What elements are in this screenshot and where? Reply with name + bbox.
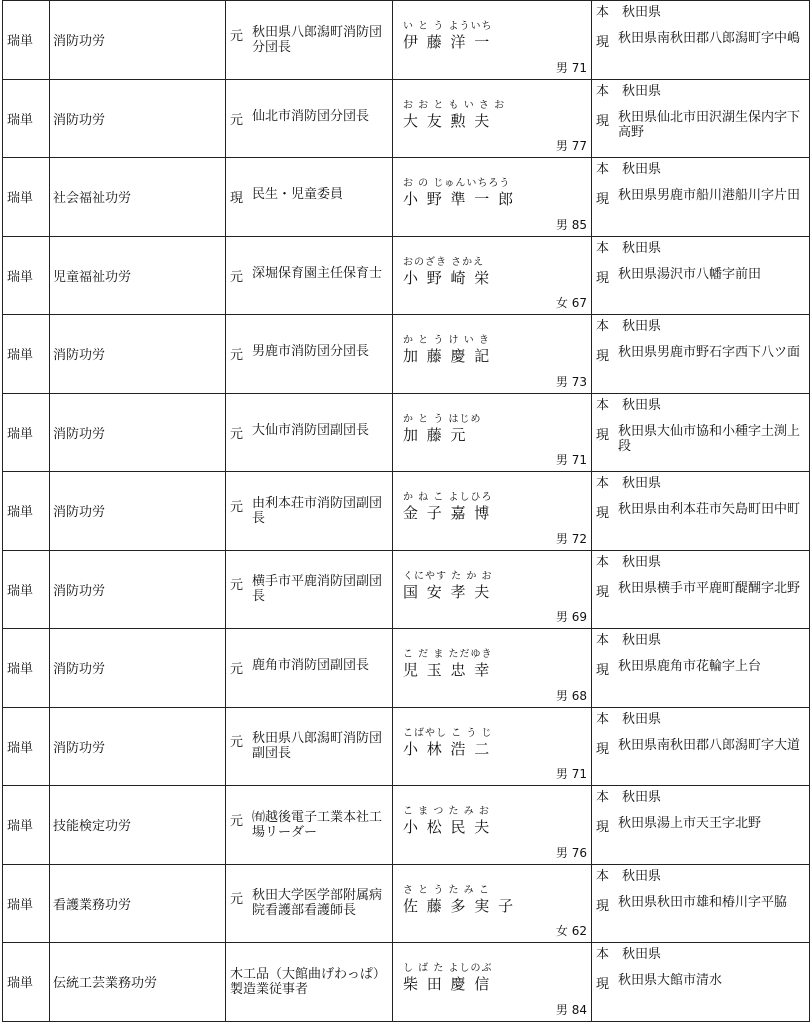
current-mark: 現 (596, 192, 610, 207)
position-cell (226, 315, 393, 394)
name-cell (393, 1, 592, 80)
current-mark: 現 (596, 113, 610, 129)
table-row (3, 79, 810, 158)
award-type: 瑞単 (3, 315, 50, 394)
gender-age: 男 71 (555, 767, 587, 781)
position-text: 深堀保育園主任保育士 (252, 265, 383, 281)
name-reading: おのざき さかえ (403, 256, 485, 268)
address-cell (592, 158, 810, 237)
position-cell (226, 943, 393, 1022)
table-row (3, 1, 810, 80)
address-cell (592, 786, 810, 865)
gender-age: 男 72 (555, 531, 587, 546)
address-cell (592, 315, 810, 394)
person-name: 小 野 準 一 郎 (403, 190, 516, 208)
name-reading: か と う け い き (403, 335, 490, 346)
gender-age: 男 76 (555, 845, 587, 860)
name-cell (393, 472, 592, 551)
position-cell (226, 550, 393, 629)
current-address-text: 秋田県由利本荘市矢島町田中町 (618, 502, 801, 517)
current-mark: 現 (596, 349, 610, 364)
current-address-text: 秋田県男鹿市野石字西下八ツ面 (618, 345, 801, 360)
position-status: 元 (230, 28, 244, 44)
award-type: 瑞単 (3, 864, 50, 943)
position-text: 木工品（大館曲げわっぱ）製造業従事者 (230, 966, 386, 997)
position-cell (226, 472, 393, 551)
gender-age: 男 84 (555, 1002, 587, 1017)
position-status: 元 (230, 499, 244, 515)
position-text: 秋田大学医学部附属病院看護部看護師長 (252, 888, 383, 919)
name-reading: さ と う た み こ (403, 884, 490, 896)
current-address-text: 秋田県大仙市協和小種字土渕上段 (618, 423, 801, 454)
address-cell (592, 472, 810, 551)
position-cell (226, 707, 393, 786)
merit-field: 消防功労 (50, 1, 226, 80)
current-address (596, 110, 809, 140)
current-address (596, 31, 800, 50)
current-address (596, 267, 761, 286)
award-type: 瑞単 (3, 79, 50, 158)
gender-age: 男 77 (555, 139, 587, 153)
position-status: 元 (230, 735, 244, 751)
position-status: 元 (230, 348, 244, 364)
gender-age: 男 71 (555, 453, 587, 467)
merit-field: 消防功労 (50, 79, 226, 158)
current-address (596, 895, 787, 914)
person-name: 加 藤 元 (403, 425, 468, 444)
position-cell (226, 864, 393, 943)
person-name: 国 安 孝 夫 (403, 582, 492, 601)
merit-field: 消防功労 (50, 315, 226, 394)
position-status: 元 (230, 662, 244, 678)
name-reading: こ だ ま ただゆき (403, 649, 493, 660)
current-mark: 現 (596, 663, 610, 678)
name-cell (393, 864, 592, 943)
name-cell (393, 79, 592, 158)
award-type: 瑞単 (3, 393, 50, 472)
current-mark: 現 (596, 820, 610, 835)
person-name: 児 玉 忠 幸 (403, 661, 492, 679)
position-status: 元 (230, 813, 244, 829)
registered-domicile: 本 秋田県 (596, 162, 662, 177)
award-type: 瑞単 (3, 629, 50, 708)
registered-domicile: 本 秋田県 (596, 711, 662, 727)
merit-field: 看護業務功労 (50, 864, 226, 943)
position-status: 元 (230, 112, 244, 128)
position-text: 由利本荘市消防団副団長 (252, 495, 383, 526)
registered-domicile: 本 秋田県 (596, 633, 662, 648)
gender-age: 女 67 (555, 296, 587, 310)
current-mark: 現 (596, 506, 610, 521)
person-name: 小 松 民 夫 (403, 818, 492, 836)
name-reading: し ば た よしのぶ (403, 963, 493, 974)
name-cell (393, 943, 592, 1022)
position-text: 仙北市消防団分団長 (252, 108, 370, 124)
current-address-text: 秋田県鹿角市花輪字上台 (618, 659, 762, 674)
position-text: 秋田県八郎潟町消防団分団長 (252, 24, 383, 55)
position-cell (226, 1, 393, 80)
position-cell (226, 158, 393, 237)
current-address-text: 秋田県大館市清水 (618, 973, 723, 988)
person-name: 大 友 勲 夫 (403, 111, 492, 130)
current-address (596, 973, 722, 992)
name-cell (393, 393, 592, 472)
position-cell (226, 786, 393, 865)
table-row (3, 393, 810, 472)
position-text: 鹿角市消防団副団長 (252, 658, 370, 674)
current-address (596, 816, 761, 835)
current-address-text: 秋田県横手市平鹿町醍醐字北野 (618, 580, 801, 596)
person-name: 小 林 浩 二 (403, 739, 492, 758)
awards-table (2, 0, 810, 1022)
award-type: 瑞単 (3, 472, 50, 551)
address-cell (592, 550, 810, 629)
award-type: 瑞単 (3, 550, 50, 629)
table-row (3, 786, 810, 865)
name-reading: か ね こ よしひろ (403, 492, 493, 503)
address-cell (592, 629, 810, 708)
merit-field: 社会福祉功労 (50, 158, 226, 237)
position-text: ㈲越後電子工業本社工場リーダー (252, 809, 383, 840)
current-mark: 現 (596, 977, 610, 992)
address-cell (592, 236, 810, 315)
position-cell (226, 79, 393, 158)
table-row (3, 943, 810, 1022)
current-mark: 現 (596, 35, 610, 50)
awards-table-body (3, 1, 810, 1022)
current-address-text: 秋田県男鹿市船川港船川字片田 (618, 188, 801, 203)
position-text: 秋田県八郎潟町消防団副団長 (252, 731, 383, 762)
registered-domicile: 本 秋田県 (596, 83, 662, 99)
table-row (3, 472, 810, 551)
name-reading: こ ま つ た み お (403, 806, 490, 817)
table-row (3, 315, 810, 394)
name-cell (393, 158, 592, 237)
position-status: 現 (230, 191, 244, 207)
merit-field: 消防功労 (50, 472, 226, 551)
position-status: 元 (230, 892, 244, 908)
table-row (3, 864, 810, 943)
current-address (596, 424, 809, 454)
person-name: 佐 藤 多 実 子 (403, 896, 516, 915)
merit-field: 消防功労 (50, 550, 226, 629)
current-address-text: 秋田県湯上市天王字北野 (618, 816, 762, 831)
position-cell (226, 236, 393, 315)
current-mark: 現 (596, 584, 610, 600)
current-address (596, 188, 800, 207)
current-address-text: 秋田県南秋田郡八郎潟町字大道 (618, 737, 801, 753)
current-address (596, 738, 800, 757)
position-cell (226, 393, 393, 472)
person-name: 柴 田 慶 信 (403, 975, 492, 993)
award-type: 瑞単 (3, 707, 50, 786)
table-row (3, 236, 810, 315)
person-name: 金 子 嘉 博 (403, 504, 492, 522)
registered-domicile: 本 秋田県 (596, 5, 662, 20)
position-text: 大仙市消防団副団長 (252, 422, 370, 438)
merit-field: 技能検定功労 (50, 786, 226, 865)
current-address-text: 秋田県仙北市田沢湖生保内字下高野 (618, 109, 801, 140)
current-address (596, 345, 800, 364)
position-text: 男鹿市消防団分団長 (252, 344, 370, 360)
gender-age: 男 68 (555, 688, 587, 703)
name-cell (393, 786, 592, 865)
registered-domicile: 本 秋田県 (596, 397, 662, 413)
name-cell (393, 315, 592, 394)
name-reading: い と う よういち (403, 21, 493, 32)
position-text: 民生・児童委員 (252, 187, 344, 203)
merit-field: 児童福祉功労 (50, 236, 226, 315)
merit-field: 消防功労 (50, 707, 226, 786)
merit-field: 消防功労 (50, 629, 226, 708)
address-cell (592, 79, 810, 158)
gender-age: 男 73 (555, 374, 587, 389)
table-row (3, 629, 810, 708)
registered-domicile: 本 秋田県 (596, 947, 662, 962)
current-address (596, 659, 761, 678)
registered-domicile: 本 秋田県 (596, 868, 662, 884)
name-reading: お の じゅんいちろう (403, 178, 511, 189)
name-cell (393, 707, 592, 786)
table-row (3, 158, 810, 237)
current-mark: 現 (596, 427, 610, 443)
position-status: 元 (230, 578, 244, 594)
name-cell (393, 550, 592, 629)
name-reading: こばやし こ う じ (403, 727, 493, 739)
current-mark: 現 (596, 741, 610, 757)
registered-domicile: 本 秋田県 (596, 240, 662, 256)
address-cell (592, 1, 810, 80)
name-reading: くにやす た か お (403, 570, 493, 582)
address-cell (592, 864, 810, 943)
person-name: 伊 藤 洋 一 (403, 33, 492, 51)
name-cell (393, 236, 592, 315)
award-type: 瑞単 (3, 158, 50, 237)
merit-field: 消防功労 (50, 393, 226, 472)
current-address-text: 秋田県秋田市雄和椿川字平脇 (618, 894, 788, 910)
address-cell (592, 943, 810, 1022)
registered-domicile: 本 秋田県 (596, 554, 662, 570)
current-address-text: 秋田県湯沢市八幡字前田 (618, 266, 762, 282)
address-cell (592, 393, 810, 472)
person-name: 小 野 崎 栄 (403, 268, 492, 287)
position-status: 元 (230, 269, 244, 285)
table-row (3, 550, 810, 629)
current-mark: 現 (596, 898, 610, 914)
name-cell (393, 629, 592, 708)
award-type: 瑞単 (3, 943, 50, 1022)
registered-domicile: 本 秋田県 (596, 476, 662, 491)
current-mark: 現 (596, 270, 610, 286)
award-type: 瑞単 (3, 1, 50, 80)
position-cell (226, 629, 393, 708)
gender-age: 女 62 (555, 924, 587, 938)
name-reading: か と う はじめ (403, 413, 482, 425)
position-text: 横手市平鹿消防団副団長 (252, 574, 383, 605)
gender-age: 男 85 (555, 217, 587, 232)
current-address-text: 秋田県南秋田郡八郎潟町字中嶋 (618, 31, 801, 46)
registered-domicile: 本 秋田県 (596, 790, 662, 805)
registered-domicile: 本 秋田県 (596, 319, 662, 334)
merit-field: 伝統工芸業務功労 (50, 943, 226, 1022)
current-address (596, 502, 800, 521)
gender-age: 男 69 (555, 610, 587, 624)
person-name: 加 藤 慶 記 (403, 347, 492, 365)
award-type: 瑞単 (3, 236, 50, 315)
address-cell (592, 707, 810, 786)
award-type: 瑞単 (3, 786, 50, 865)
current-address (596, 581, 800, 600)
table-row (3, 707, 810, 786)
name-reading: お お と も い さ お (403, 99, 506, 111)
gender-age: 男 71 (555, 60, 587, 75)
position-status: 元 (230, 426, 244, 442)
